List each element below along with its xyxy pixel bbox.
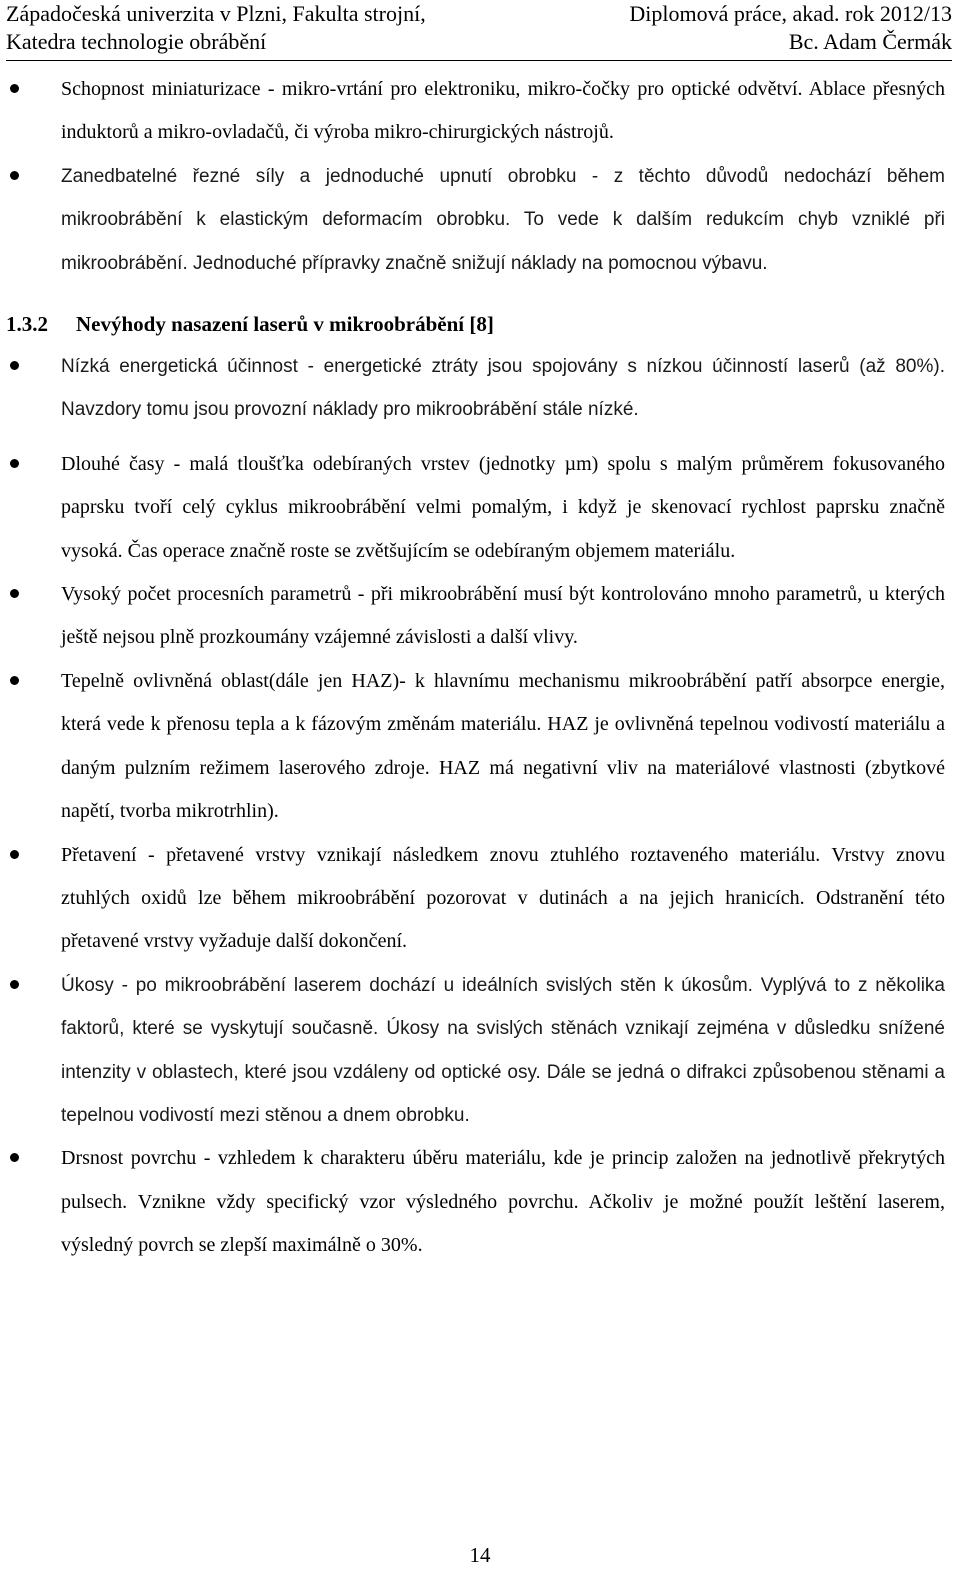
page-body [0, 68, 960, 1268]
list-item [61, 660, 945, 834]
list-item [61, 443, 945, 573]
list-item [61, 964, 945, 1138]
header-department: Katedra technologie obrábění [6, 29, 267, 54]
disadvantages-list [0, 345, 960, 1268]
header-divider [6, 60, 952, 61]
header-thesis-info: Diplomová práce, akad. rok 2012/13 [629, 1, 952, 26]
section-number: 1.3.2 [6, 312, 48, 337]
list-item-text: Úkosy - po mikroobrábění laserem dochází u ideálních svislých stěn k úkosům. Vyplývá to z několika faktorů, které se vyskytují současně. Úkosy na svislých stěnách vznikají zejména v důsledku snížené intenzity v oblastech, které jsou vzdáleny od optické osy. Dále se jedná o difrakci způsobenou stěnami a tepelnou vodivostí mezi stěnou a dnem obrobku. [61, 974, 945, 1126]
list-item [61, 834, 945, 964]
list-item-text: Schopnost miniaturizace - mikro-vrtání pro elektroniku, mikro-čočky pro optické odvětví. Ablace přesných induktorů a mikro-ovladačů, či výroba mikro-chirurgických nástrojů. [61, 78, 945, 144]
section-title: Nevýhody nasazení laserů v mikroobrábění [8] [76, 312, 494, 337]
list-item [61, 155, 945, 285]
header-row-2 [6, 28, 952, 56]
list-item-text: Tepelně ovlivněná oblast(dále jen HAZ)- k hlavnímu mechanismu mikroobrábění patří absorpce energie, která vede k přenosu tepla a k fázovým změnám materiálu. HAZ je ovlivněná tepelnou vodivostí materiálu a daným pulzním režimem laserového zdroje. HAZ má negativní vliv na materiálové vlastnosti (zbytkové napětí, tvorba mikrotrhlin). [61, 669, 945, 823]
list-item [61, 573, 945, 660]
list-item-text: Zanedbatelné řezné síly a jednoduché upnutí obrobku - z těchto důvodů nedochází během mikroobrábění k elastickým deformacím obrobku. To vede k dalším redukcím chyb vzniklé při mikroobrábění. Jednoduché přípravky značně snižují náklady na pomocnou výbavu. [61, 165, 945, 274]
section-heading [6, 285, 960, 345]
bullet-icon [10, 361, 19, 370]
advantages-list [0, 68, 960, 285]
running-header [6, 0, 952, 56]
bullet-icon [10, 1153, 19, 1162]
bullet-icon [10, 980, 19, 989]
list-item-text: Drsnost povrchu - vzhledem k charakteru úběru materiálu, kde je princip založen na jednotlivě překrytých pulsech. Vznikne vždy specifický vzor výsledného povrchu. Ačkoliv je možné použít leštění laserem, výsledný povrch se zlepší maximálně o 30%. [61, 1147, 945, 1257]
list-item [61, 68, 945, 155]
bullet-icon [10, 850, 19, 859]
page-number: 14 [469, 1543, 491, 1567]
list-item-text: Dlouhé časy - malá tloušťka odebíraných vrstev (jednotky µm) spolu s malým průměrem fokusovaného paprsku tvoří celý cyklus mikroobrábění velmi pomalým, i když je skenovací rychlost paprsku značně vysoká. Čas operace značně roste se zvětšujícím se odebíraným objemem materiálu. [61, 452, 945, 562]
header-row-1 [6, 0, 952, 28]
list-item [61, 1137, 945, 1267]
header-university: Západočeská univerzita v Plzni, Fakulta strojní, [6, 1, 426, 26]
list-item-text: Vysoký počet procesních parametrů - při mikroobrábění musí být kontrolováno mnoho parametrů, u kterých ještě nejsou plně prozkoumány vzájemné závislosti a další vlivy. [61, 583, 945, 649]
list-item [61, 345, 945, 432]
bullet-icon [10, 676, 19, 685]
bullet-icon [10, 589, 19, 598]
header-author: Bc. Adam Čermák [788, 29, 952, 54]
list-item-text: Nízká energetická účinnost - energetické ztráty jsou spojovány s nízkou účinností laserů (až 80%). Navzdory tomu jsou provozní náklady pro mikroobrábění stále nízké. [61, 356, 945, 421]
bullet-icon [10, 84, 19, 93]
bullet-icon [10, 459, 19, 468]
list-item-text: Přetavení - přetavené vrstvy vznikají následkem znovu ztuhlého roztaveného materiálu. Vrstvy znovu ztuhlých oxidů lze během mikroobrábění pozorovat v dutinách a na jejich hranicích. Odstranění této přetavené vrstvy vyžaduje další dokončení. [61, 843, 945, 953]
bullet-icon [10, 171, 19, 180]
